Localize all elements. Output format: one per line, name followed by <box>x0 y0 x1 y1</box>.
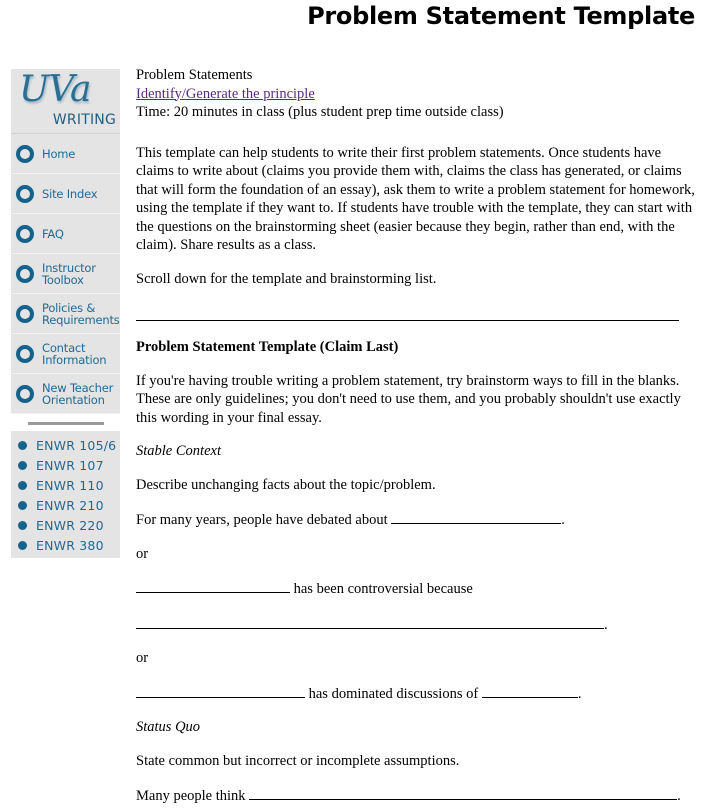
main-content <box>136 66 696 806</box>
dot-bullet-icon <box>18 501 27 510</box>
ring-bullet-icon <box>16 385 34 403</box>
sidebar-item-label: Instructor Toolbox <box>42 260 96 287</box>
template-line-controversial: has been controversial because <box>136 578 696 599</box>
or-separator: or <box>136 650 149 666</box>
dot-bullet-icon <box>18 481 27 490</box>
or-separator: or <box>136 545 149 562</box>
uva-writing-logo[interactable] <box>11 69 120 134</box>
status-quo-description: State common but incorrect or incomplete assumptions. <box>136 752 460 769</box>
course-item-enwr-210[interactable] <box>11 495 120 515</box>
sidebar-item-label: FAQ <box>42 226 64 241</box>
dot-bullet-icon <box>18 521 27 530</box>
ring-bullet-icon <box>16 345 34 363</box>
sidebar-item-home[interactable] <box>11 134 120 174</box>
blank-field <box>136 614 604 629</box>
course-item-enwr-380[interactable] <box>11 535 120 555</box>
time-info: Time: 20 minutes in class (plus student prep time outside class) <box>136 104 504 120</box>
ring-bullet-icon <box>16 185 34 203</box>
course-label: ENWR 220 <box>36 517 104 533</box>
scroll-note: Scroll down for the template and brainstorming list. <box>136 270 437 287</box>
logo-writing-text: WRITING <box>52 112 116 128</box>
section-divider <box>136 320 679 321</box>
sidebar-item-label: Policies & Requirements <box>42 300 120 327</box>
course-label: ENWR 105/6 <box>36 437 117 453</box>
sidebar-item-policies-requirements[interactable] <box>11 294 120 334</box>
course-label: ENWR 110 <box>36 477 104 493</box>
page-title: Problem Statement Template <box>307 2 695 30</box>
stable-context-heading: Stable Context <box>136 443 221 459</box>
course-item-enwr-220[interactable] <box>11 515 120 535</box>
template-line-dominated: has dominated discussions of . <box>136 683 696 704</box>
template-line-many-think: Many people think . <box>136 785 696 806</box>
sidebar-item-label: Home <box>42 146 76 161</box>
ring-bullet-icon <box>16 225 34 243</box>
sidebar-item-faq[interactable] <box>11 214 120 254</box>
dot-bullet-icon <box>18 461 27 470</box>
template-line-because: . <box>136 614 696 635</box>
sidebar-item-label: Site Index <box>42 186 98 201</box>
ring-bullet-icon <box>16 265 34 283</box>
blank-field <box>391 509 561 524</box>
dot-bullet-icon <box>18 441 27 450</box>
course-label: ENWR 210 <box>36 497 104 513</box>
dot-bullet-icon <box>18 541 27 550</box>
sidebar-item-site-index[interactable] <box>11 174 120 214</box>
course-item-enwr-110[interactable] <box>11 475 120 495</box>
blank-field <box>249 785 677 800</box>
blank-field <box>482 683 578 698</box>
logo-uva-text: UVa <box>19 69 91 110</box>
sidebar-divider <box>28 422 104 425</box>
blank-field <box>136 683 305 698</box>
course-label: ENWR 107 <box>36 457 104 473</box>
identify-principle-link[interactable]: Identify/Generate the principle <box>136 85 315 102</box>
course-label: ENWR 380 <box>36 537 104 553</box>
course-item-enwr-107[interactable] <box>11 455 120 475</box>
sidebar-item-new-teacher-orientation[interactable] <box>11 374 120 414</box>
ring-bullet-icon <box>16 145 34 163</box>
sidebar-item-contact-information[interactable] <box>11 334 120 374</box>
template-line-debated: For many years, people have debated about . <box>136 509 696 530</box>
stable-context-description: Describe unchanging facts about the topic/problem. <box>136 476 436 493</box>
section-intro: If you're having trouble writing a problem statement, try brainstorm ways to fill in the blanks. These are only guidelines; you don't need to use them, and you probably shouldn't use exactly this wording in your final essay. <box>136 372 681 426</box>
course-item-enwr-105-6[interactable] <box>11 435 120 455</box>
blank-field <box>136 578 290 593</box>
category-label: Problem Statements <box>136 67 253 83</box>
intro-paragraph: This template can help students to write their first problem statements. Once students have claims to write about (claims you provide them with, claims the class has generated, or claims that will form the foundation of an essay), ask them to write a problem statement for homework, using the template if they want to. If students have trouble with the template, they can start with the questions on the brainstorming sheet (easier because they begin, rather than end, with the claim). Share results as a class. <box>136 144 695 253</box>
sidebar-item-label: Contact Information <box>42 340 107 367</box>
sidebar-item-label: New Teacher Orientation <box>42 380 114 407</box>
sidebar <box>11 69 120 558</box>
sidebar-item-instructor-toolbox[interactable] <box>11 254 120 294</box>
course-list <box>11 431 120 558</box>
status-quo-heading: Status Quo <box>136 719 201 735</box>
section-title: Problem Statement Template (Claim Last) <box>136 339 399 355</box>
ring-bullet-icon <box>16 305 34 323</box>
